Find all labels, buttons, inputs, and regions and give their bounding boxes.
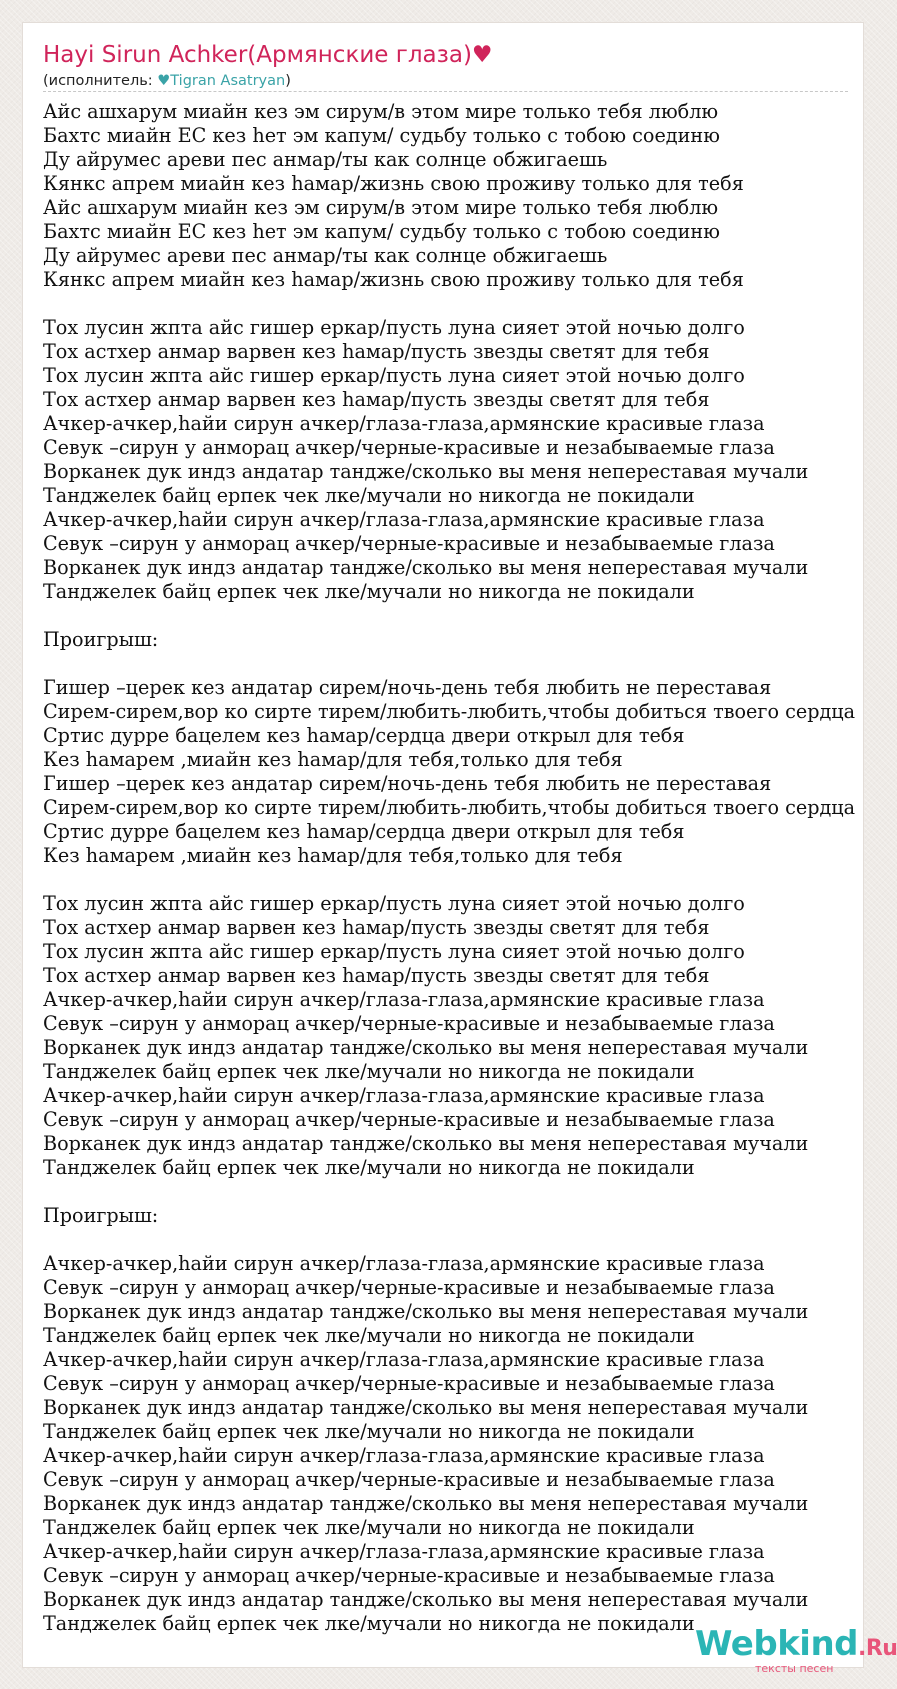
lyric-line: Севук –сирун у анморац ачкер/черные-красивые и незабываемые глаза — [43, 436, 775, 459]
lyric-line: Тох лусин жпта айс гишер еркар/пусть луна сияет этой ночью долго — [43, 364, 745, 387]
artist-suffix: ) — [285, 73, 291, 89]
lyric-line: Севук –сирун у анморац ачкер/черные-красивые и незабываемые глаза — [43, 1468, 775, 1491]
lyric-line: Тох астхер анмар варвен кез һамар/пусть звезды светят для тебя — [43, 916, 710, 939]
lyric-line: Сирем-сирем,вор ко сирте тирем/любить-любить,чтобы добиться твоего сердца — [43, 796, 856, 819]
lyric-line: Кез һамарем ,миайн кез һамар/для тебя,только для тебя — [43, 844, 623, 867]
lyric-line: Сртис дурре бацелем кез һамар/сердца двери открыл для тебя — [43, 724, 685, 747]
lyric-line: Танджелек байц ерпек чек лке/мучали но никогда не покидали — [43, 580, 695, 603]
lyric-line: Севук –сирун у анморац ачкер/черные-красивые и незабываемые глаза — [43, 1012, 775, 1035]
lyric-line: Ворканек дук индз андатар тандже/сколько вы меня непереставая мучали — [43, 1396, 809, 1419]
lyric-line: Танджелек байц ерпек чек лке/мучали но никогда не покидали — [43, 1156, 695, 1179]
lyric-line: Ачкер-ачкер,һайи сирун ачкер/глаза-глаза,армянские красивые глаза — [43, 1444, 765, 1467]
lyric-line: Проигрыш: — [43, 628, 159, 651]
lyric-line: Сртис дурре бацелем кез һамар/сердца двери открыл для тебя — [43, 820, 685, 843]
logo-tagline: тексты песен — [755, 1662, 834, 1675]
lyric-line: Танджелек байц ерпек чек лке/мучали но никогда не покидали — [43, 1420, 695, 1443]
lyric-line: Ворканек дук индз андатар тандже/сколько вы меня непереставая мучали — [43, 556, 809, 579]
lyric-blank-line — [43, 604, 855, 628]
lyric-line: Айс ашхарум миайн кез эм сирум/в этом мире только тебя люблю — [43, 100, 719, 123]
logo-brand: Webkind — [695, 1624, 858, 1664]
artist-link[interactable]: Tigran Asatryan — [170, 73, 286, 89]
lyric-line: Айс ашхарум миайн кез эм сирум/в этом мире только тебя люблю — [43, 196, 719, 219]
lyric-line: Ачкер-ачкер,һайи сирун ачкер/глаза-глаза,армянские красивые глаза — [43, 508, 765, 531]
lyric-line: Ворканек дук индз андатар тандже/сколько вы меня непереставая мучали — [43, 1492, 809, 1515]
lyric-line: Сирем-сирем,вор ко сирте тирем/любить-любить,чтобы добиться твоего сердца — [43, 700, 856, 723]
lyric-line: Танджелек байц ерпек чек лке/мучали но никогда не покидали — [43, 1324, 695, 1347]
heart-icon: ♥ — [157, 73, 171, 89]
lyric-line: Ду айрумес ареви пес анмар/ты как солнце обжигаешь — [43, 244, 608, 267]
lyric-line: Танджелек байц ерпек чек лке/мучали но никогда не покидали — [43, 484, 695, 507]
lyric-line: Ворканек дук индз андатар тандже/сколько вы меня непереставая мучали — [43, 1132, 809, 1155]
lyric-line: Тох лусин жпта айс гишер еркар/пусть луна сияет этой ночью долго — [43, 940, 745, 963]
lyric-line: Севук –сирун у анморац ачкер/черные-красивые и незабываемые глаза — [43, 1372, 775, 1395]
lyric-line: Бахтс миайн ЕС кез һет эм капум/ судьбу только с тобою соединю — [43, 220, 720, 243]
logo-tld: .Ru — [858, 1636, 897, 1661]
lyric-blank-line — [43, 868, 855, 892]
lyric-line: Севук –сирун у анморац ачкер/черные-красивые и незабываемые глаза — [43, 1276, 775, 1299]
lyric-line: Кез һамарем ,миайн кез һамар/для тебя,только для тебя — [43, 748, 623, 771]
lyric-line: Севук –сирун у анморац ачкер/черные-красивые и незабываемые глаза — [43, 1564, 775, 1587]
lyrics-card — [22, 22, 897, 1675]
lyric-line: Тох лусин жпта айс гишер еркар/пусть луна сияет этой ночью долго — [43, 316, 745, 339]
lyric-line: Тох астхер анмар варвен кез һамар/пусть звезды светят для тебя — [43, 340, 710, 363]
lyric-blank-line — [43, 1228, 855, 1252]
lyric-line: Бахтс миайн ЕС кез һет эм капум/ судьбу только с тобою соединю — [43, 124, 720, 147]
lyric-line: Севук –сирун у анморац ачкер/черные-красивые и незабываемые глаза — [43, 532, 775, 555]
song-title: Hayi Sirun Achker(Армянские глаза)♥ — [43, 42, 493, 68]
lyric-line: Танджелек байц ерпек чек лке/мучали но никогда не покидали — [43, 1060, 695, 1083]
lyric-line: Ачкер-ачкер,һайи сирун ачкер/глаза-глаза,армянские красивые глаза — [43, 1348, 765, 1371]
lyric-line: Танджелек байц ерпек чек лке/мучали но никогда не покидали — [43, 1612, 695, 1635]
lyric-line: Кянкс апрем миайн кез һамар/жизнь свою проживу только для тебя — [43, 172, 744, 195]
lyric-blank-line — [43, 1180, 855, 1204]
lyric-line: Ду айрумес ареви пес анмар/ты как солнце обжигаешь — [43, 148, 608, 171]
lyric-line: Севук –сирун у анморац ачкер/черные-красивые и незабываемые глаза — [43, 1108, 775, 1131]
lyric-line: Ачкер-ачкер,һайи сирун ачкер/глаза-глаза,армянские красивые глаза — [43, 988, 765, 1011]
lyric-line: Проигрыш: — [43, 1204, 159, 1227]
lyric-line: Ачкер-ачкер,һайи сирун ачкер/глаза-глаза,армянские красивые глаза — [43, 1084, 765, 1107]
lyric-line: Кянкс апрем миайн кез һамар/жизнь свою проживу только для тебя — [43, 268, 744, 291]
lyric-line: Ачкер-ачкер,һайи сирун ачкер/глаза-глаза,армянские красивые глаза — [43, 1540, 765, 1563]
lyric-line: Тох астхер анмар варвен кез һамар/пусть звезды светят для тебя — [43, 388, 710, 411]
artist-prefix: (исполнитель: — [43, 73, 158, 89]
lyric-line: Ворканек дук индз андатар тандже/сколько вы меня непереставая мучали — [43, 1036, 809, 1059]
artist-line — [43, 72, 291, 90]
lyric-line: Тох лусин жпта айс гишер еркар/пусть луна сияет этой ночью долго — [43, 892, 745, 915]
lyric-line: Гишер –церек кез андатар сирем/ночь-день тебя любить не переставая — [43, 676, 772, 699]
lyric-line: Гишер –церек кез андатар сирем/ночь-день тебя любить не переставая — [43, 772, 772, 795]
lyric-line: Ачкер-ачкер,һайи сирун ачкер/глаза-глаза,армянские красивые глаза — [43, 412, 765, 435]
webkind-logo[interactable] — [695, 1624, 897, 1682]
title-divider — [43, 91, 848, 92]
lyric-blank-line — [43, 292, 855, 316]
lyric-blank-line — [43, 652, 855, 676]
lyric-line: Ворканек дук индз андатар тандже/сколько вы меня непереставая мучали — [43, 1588, 809, 1611]
lyric-line: Ворканек дук индз андатар тандже/сколько вы меня непереставая мучали — [43, 460, 809, 483]
lyrics-text — [43, 100, 855, 1636]
lyric-line: Танджелек байц ерпек чек лке/мучали но никогда не покидали — [43, 1516, 695, 1539]
lyric-line: Тох астхер анмар варвен кез һамар/пусть звезды светят для тебя — [43, 964, 710, 987]
lyric-line: Ворканек дук индз андатар тандже/сколько вы меня непереставая мучали — [43, 1300, 809, 1323]
lyric-line: Ачкер-ачкер,һайи сирун ачкер/глаза-глаза,армянские красивые глаза — [43, 1252, 765, 1275]
